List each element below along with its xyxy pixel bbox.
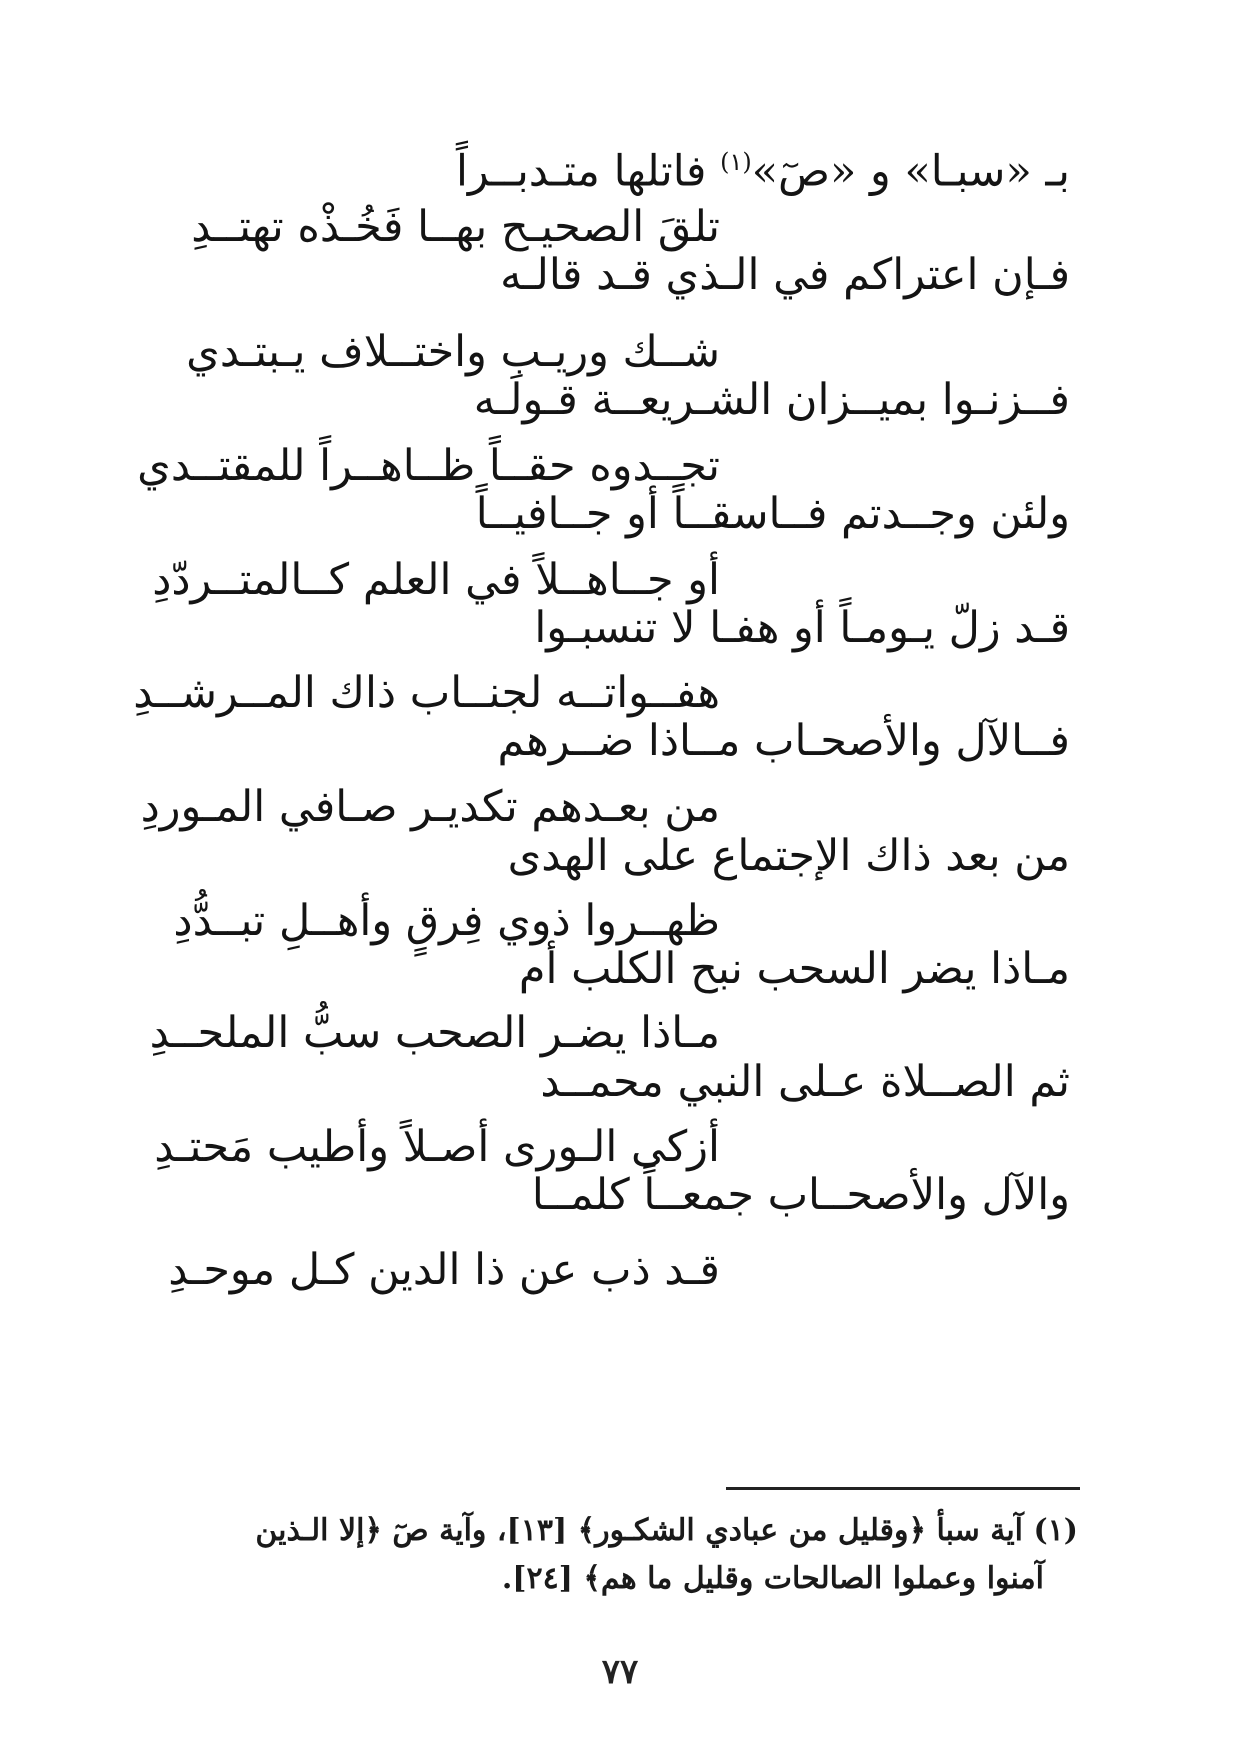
verse-7-hemistich-1: من بعد ذاك الإجتماع على الهدى — [507, 831, 1070, 881]
verse-1-text-a: بـ «سبـا» و «صٓ» — [751, 146, 1070, 197]
verse-5-hemistich-2: هفــواتــه لجنــاب ذاك المــرشــدِ — [133, 668, 720, 718]
verse-7-hemistich-2: ظهــروا ذوي فِرقٍ وأهــلِ تبــدُّدِ — [173, 896, 720, 946]
verse-5-hemistich-1: قـد زلّ يـومـاً أو هفـا لا تنسبـوا — [534, 603, 1070, 653]
footnote-separator — [726, 1487, 1080, 1490]
verse-1-text-b: فاتلها متـدبــراً — [455, 146, 721, 197]
page-number: ٧٧ — [601, 1652, 639, 1692]
verse-6-hemistich-1: فــالآل والأصحـاب مــاذا ضــرهم — [497, 716, 1070, 766]
verse-4-hemistich-1: ولئن وجــدتم فــاسقــاً أو جــافيــاً — [475, 489, 1070, 539]
verse-3-hemistich-1: فــزنـوا بميــزان الشـريعــة قـولَـه — [473, 375, 1070, 425]
verse-9-hemistich-2: أزكى الـورى أصـلاً وأطيب مَحتـدِ — [154, 1122, 720, 1172]
verse-6-hemistich-2: من بعـدهم تكديـر صـافي المـوردِ — [140, 782, 720, 832]
verse-2-hemistich-2: شــك وريـب واختــلاف يـبتـدي — [186, 327, 720, 377]
verse-4-hemistich-2: أو جــاهــلاً في العلم كــالمتــردّدِ — [152, 555, 720, 605]
verse-3-hemistich-2: تجــدوه حقــاً ظــاهــراً للمقتــدي — [137, 441, 720, 491]
verse-1-hemistich-1 — [456, 132, 1070, 201]
verse-9-hemistich-1: ثم الصــلاة عـلى النبي محمــد — [540, 1057, 1070, 1107]
footnote-reference: (١) — [720, 148, 752, 176]
verse-1-hemistich-2: تلقَ الصحيـح بهــا فَخُـذْه تهتــدِ — [191, 202, 720, 252]
verse-8-hemistich-2: مـاذا يضـر الصحب سبُّ الملحــدِ — [149, 1008, 720, 1058]
verse-2-hemistich-1: فـإن اعتراكم في الـذي قـد قالـه — [500, 250, 1070, 300]
footnote-line-1: (١) آية سبأ ﴿وقليل من عبادي الشكـور﴾ [١٣]، وآية صٓ ﴿إلا الـذين — [255, 1513, 1078, 1548]
verse-10-hemistich-1: والآل والأصحــاب جمعــاً كلمــا — [531, 1170, 1070, 1220]
verse-10-hemistich-2: قـد ذب عن ذا الدين كـل موحـدِ — [168, 1245, 720, 1295]
verse-8-hemistich-1: مـاذا يضر السحب نبح الكلب أم — [518, 944, 1070, 994]
footnote-line-2: آمنوا وعملوا الصالحات وقليل ما هم﴾ [٢٤]. — [501, 1561, 1044, 1596]
